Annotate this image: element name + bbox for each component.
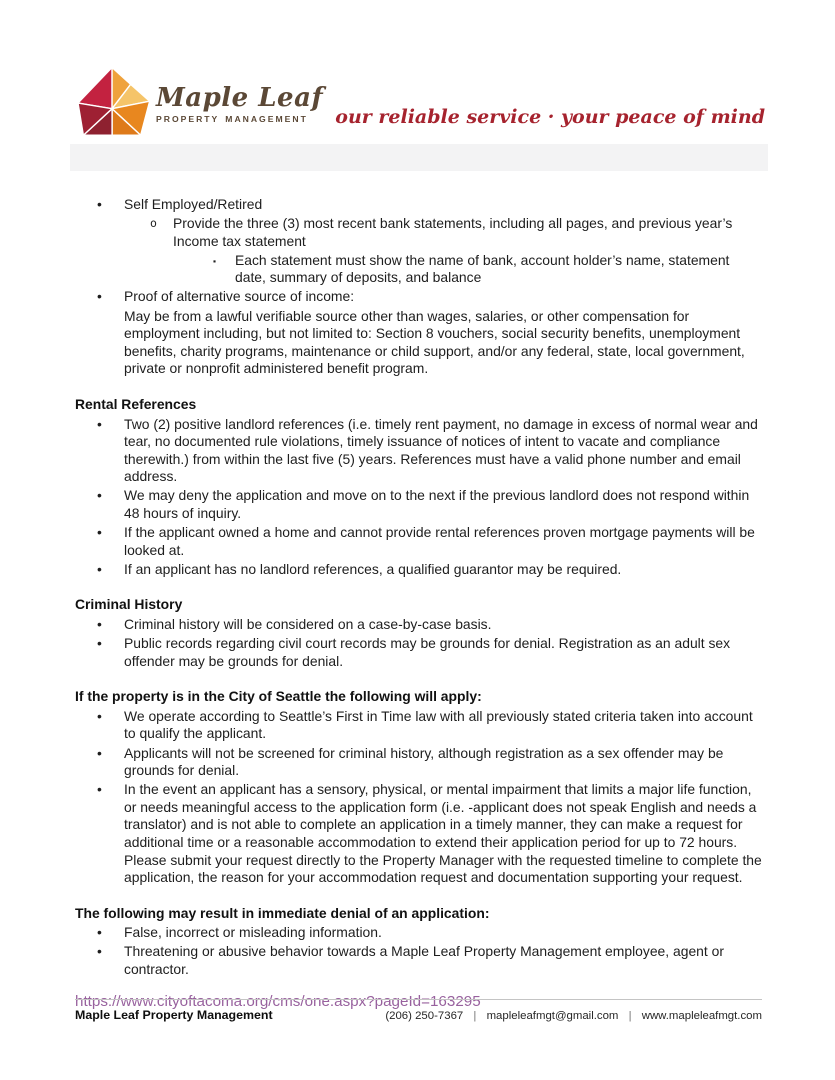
section-heading: The following may result in immediate denial of an application:	[75, 904, 490, 921]
footer-email: mapleleafmgt@gmail.com	[486, 1010, 619, 1022]
bullet-marker: •	[97, 288, 102, 305]
list-item	[75, 616, 762, 634]
section-heading: Rental References	[75, 395, 197, 412]
list-item	[75, 635, 762, 670]
list-item-text: Provide the three (3) most recent bank statements, including all pages, and previous year’s Income tax statement	[173, 215, 733, 249]
company-tagline: our reliable service · your peace of mind	[335, 106, 765, 128]
list-item	[75, 561, 762, 579]
list-item-text: Criminal history will be considered on a case-by-case basis.	[124, 615, 492, 632]
list-item-text: Threatening or abusive behavior towards a Maple Leaf Property Management employee, agent or contractor.	[124, 943, 724, 978]
list-item-text: If the applicant owned a home and cannot provide rental references proven mortgage payments will be looked at.	[124, 524, 755, 558]
brand-subtitle-right: MANAGEMENT	[225, 113, 308, 124]
footer-website: www.mapleleafmgt.com	[641, 1010, 762, 1022]
tacoma-link[interactable]: https://www.cityoftacoma.org/cms/one.aspx?pageId=163295	[75, 992, 481, 1010]
brand-subtitle	[156, 111, 308, 126]
list-item-text: We operate according to Seattle’s First in Time law with all previously stated criteria taken into account to qualify the applicant.	[124, 707, 753, 742]
list-item	[75, 943, 762, 978]
company-logo	[156, 83, 324, 126]
list-item-text: In the event an applicant has a sensory, physical, or mental impairment that limits a major life function, or needs meaningful access to the application form (i.e. -applicant does not speak English and needs a translator) and is not able to complete an application in a timely manner, they can make a request for additional time or a reasonable accommodation to extend their application period for up to 72 hours. Please submit your request directly to the Property Manager with the requested timeline to complete the application, the reason for your accommodation request and documentation supporting your request.	[124, 781, 762, 886]
bullet-marker: •	[97, 635, 102, 652]
house-logo-icon	[78, 67, 150, 136]
list-item	[75, 708, 762, 743]
footer-contact	[385, 1010, 762, 1022]
bullet-marker: •	[97, 943, 102, 960]
page-footer	[75, 999, 762, 1022]
list-item	[75, 252, 762, 287]
brand-subtitle-left: PROPERTY	[156, 113, 220, 124]
list-item-text: False, incorrect or misleading information.	[124, 924, 382, 941]
footer-company: Maple Leaf Property Management	[75, 1008, 273, 1022]
bullet-marker: ▪	[213, 255, 217, 266]
list-item-text: Proof of alternative source of income:	[124, 288, 355, 305]
list-item	[75, 524, 762, 559]
logo-triangle-crimson	[78, 67, 112, 108]
list-item-text: Two (2) positive landlord references (i.e. timely rent payment, no damage in excess of normal wear and tear, no documented rule violations, timely issuance of notices of intent to vacate and compliance therewith.) from within the last five (5) years. References must have a valid phone number and email address.	[124, 415, 758, 485]
section-heading: If the property is in the City of Seattle the following will apply:	[75, 688, 482, 705]
list-item	[75, 416, 762, 486]
bullet-marker: •	[97, 924, 102, 941]
list-item-continuation: May be from a lawful verifiable source other than wages, salaries, or other compensation for employment including, but not limited to: Section 8 vouchers, social security benefits, unemployment benefits, charity programs, maintenance or child support, and/or any federal, state, local government, private or nonprofit administered benefit program.	[124, 307, 745, 377]
list-item	[75, 781, 762, 887]
document-body	[75, 196, 762, 1010]
section-heading: Criminal History	[75, 596, 183, 613]
list-item-text: Applicants will not be screened for criminal history, although registration as a sex offender may be grounds for denial.	[124, 744, 724, 779]
bullet-marker: •	[97, 744, 102, 761]
brand-name: Maple Leaf	[156, 83, 324, 113]
bullet-marker: •	[97, 196, 102, 212]
list-item	[75, 215, 762, 250]
list-item	[75, 924, 762, 942]
list-item-text: We may deny the application and move on to the next if the previous landlord does not respond within 48 hours of inquiry.	[124, 487, 750, 521]
list-item	[75, 487, 762, 522]
footer-separator: |	[628, 1010, 632, 1022]
bullet-marker: •	[97, 707, 102, 724]
list-item-text: If an applicant has no landlord references, a qualified guarantor may be required.	[124, 560, 622, 577]
bullet-marker: •	[97, 781, 102, 798]
bullet-marker: •	[97, 560, 102, 577]
header-band	[70, 144, 768, 171]
bullet-marker: •	[97, 487, 102, 504]
footer-phone: (206) 250-7367	[385, 1010, 464, 1022]
list-item	[75, 196, 762, 214]
bullet-marker: •	[97, 524, 102, 541]
list-item	[75, 288, 762, 306]
bullet-marker: •	[97, 415, 102, 432]
list-item-text: Each statement must show the name of bank, account holder’s name, statement date, summary of deposits, and balance	[235, 251, 730, 286]
bullet-marker: o	[150, 216, 157, 231]
list-item	[75, 745, 762, 780]
list-item-text: Public records regarding civil court records may be grounds for denial. Registration as an adult sex offender may be grounds for denial.	[124, 635, 731, 669]
bullet-marker: •	[97, 615, 102, 632]
footer-row	[75, 1008, 762, 1022]
footer-separator: |	[473, 1010, 477, 1022]
list-item-text: Self Employed/Retired	[124, 196, 263, 212]
